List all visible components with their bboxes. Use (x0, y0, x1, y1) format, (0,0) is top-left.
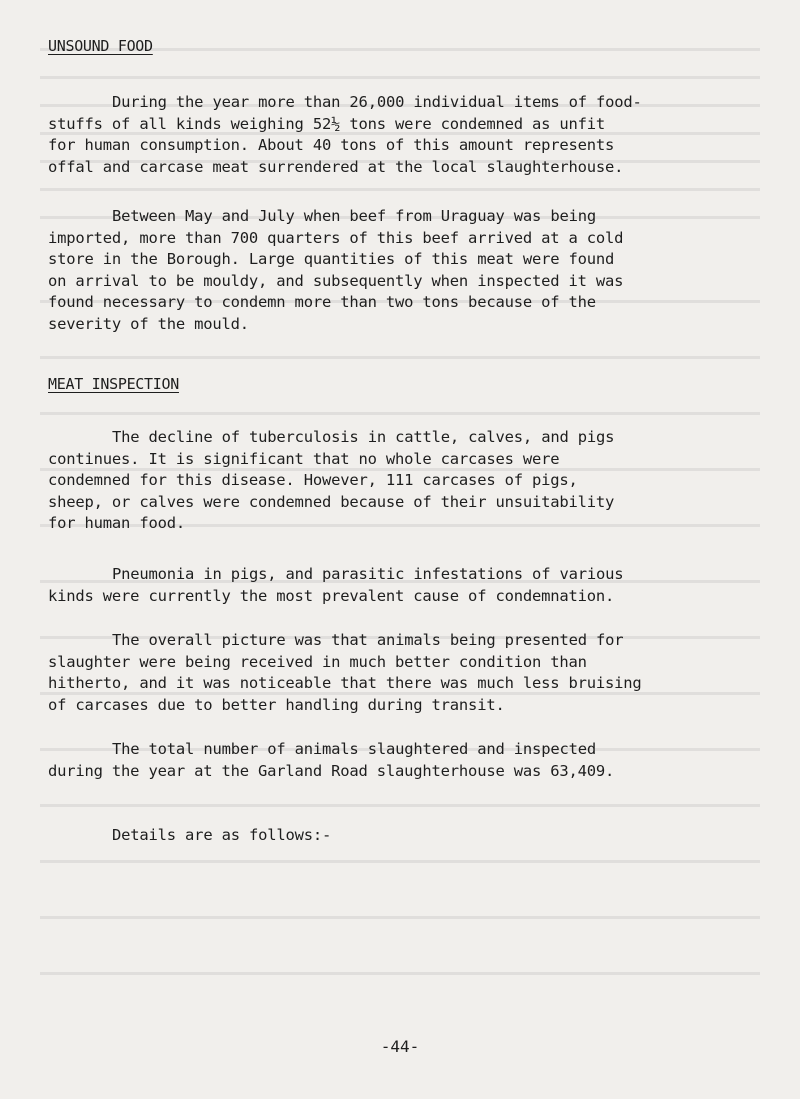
heading-meat-inspection: MEAT INSPECTION (48, 375, 179, 393)
paragraph-meat-inspection-1: The decline of tuberculosis in cattle, calves, and pigs continues. It is significant that no whole carcases were condemned for this disease. However, 111 carcases of pigs, sheep, or calves were condemned because of their unsuitability for human food. (48, 428, 615, 532)
page-number: -44- (380, 1037, 420, 1056)
paragraph-meat-inspection-5: Details are as follows:- (112, 826, 332, 844)
paragraph-unsound-food-1: During the year more than 26,000 individual items of food- stuffs of all kinds weighing 52½ tons were condemned as unfit for human consumption. About 40 tons of this amount represents offal and carcase meat surrendered at the local slaughterhouse. (48, 93, 642, 176)
heading-unsound-food: UNSOUND FOOD (48, 37, 153, 55)
paragraph-meat-inspection-2: Pneumonia in pigs, and parasitic infestations of various kinds were currently the most prevalent cause of condemnation. (48, 565, 624, 605)
paragraph-unsound-food-2: Between May and July when beef from Uraguay was being imported, more than 700 quarters of this beef arrived at a cold store in the Borough. Large quantities of this meat were found on arrival to be mouldy, and subsequently when inspected it was found necessary to condemn more than two tons because of the severity of the mould. (48, 207, 624, 333)
paragraph-meat-inspection-3: The overall picture was that animals being presented for slaughter were being received in much better condition than hitherto, and it was noticeable that there was much less bruising of carcases due to better handling during transit. (48, 631, 642, 714)
paragraph-meat-inspection-4: The total number of animals slaughtered and inspected during the year at the Garland Road slaughterhouse was 63,409. (48, 740, 615, 780)
